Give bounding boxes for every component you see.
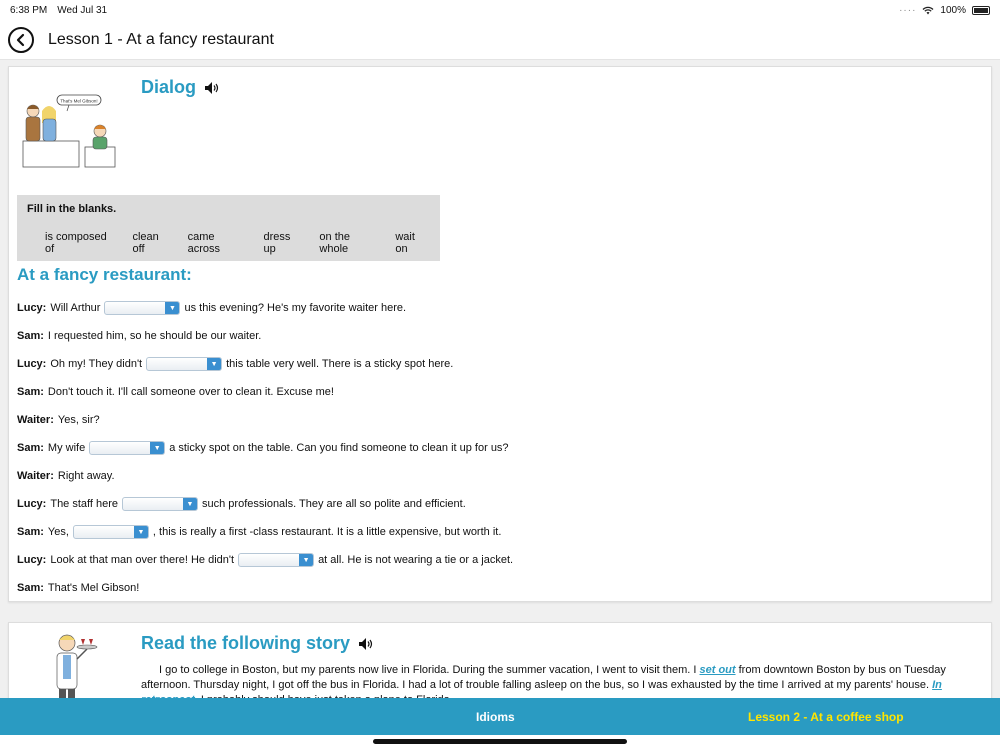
speaker-name: Lucy:	[17, 358, 47, 370]
idiom-link-in-retrospect[interactable]: In	[932, 679, 942, 691]
dialog-line	[17, 462, 977, 490]
speaker-name: Lucy:	[17, 302, 47, 314]
line-text: Don't touch it. I'll call someone over to clean it. Excuse me!	[47, 386, 334, 398]
word-bank-item: wait on	[395, 231, 415, 255]
word-bank-item: is composed of	[45, 231, 107, 255]
battery-icon	[972, 6, 990, 15]
speech-bubble-text: That's Mel Gibson!	[60, 98, 98, 104]
dialog-line	[17, 546, 977, 574]
story-text-1: I go to college in Boston, but my parents now live in Florida. During the summer vacation, I went to visit them. I	[159, 664, 697, 676]
line-text-before: Will Arthur	[50, 302, 101, 314]
word-bank-item: clean off	[132, 231, 159, 255]
line-text-after: at all. He is not wearing a tie or a jacket.	[318, 554, 514, 566]
dialog-line	[17, 574, 977, 602]
dialog-story-title: At a fancy restaurant:	[17, 265, 192, 284]
bottom-toolbar	[0, 698, 1000, 735]
idioms-button[interactable]: Idioms	[476, 709, 515, 724]
word-bank	[27, 231, 430, 255]
speaker-icon[interactable]	[204, 81, 220, 95]
next-lesson-button[interactable]: Lesson 2 - At a coffee shop	[748, 709, 904, 724]
speaker-name: Sam:	[17, 526, 44, 538]
status-bar	[0, 0, 1000, 20]
page-title: Lesson 1 - At a fancy restaurant	[48, 30, 274, 48]
blank-select[interactable]	[73, 525, 149, 539]
dropdown-arrow-icon: ▼	[134, 526, 148, 538]
story-section-title: Read the following story	[141, 633, 351, 653]
dropdown-arrow-icon: ▼	[207, 358, 221, 370]
speaker-name: Sam:	[17, 330, 44, 342]
line-text: Right away.	[57, 470, 115, 482]
blank-select[interactable]	[146, 357, 222, 371]
wifi-icon	[922, 6, 934, 15]
line-text-before: My wife	[47, 442, 86, 454]
speaker-name: Waiter:	[17, 470, 54, 482]
dialog-line	[17, 518, 977, 546]
dropdown-arrow-icon: ▼	[165, 302, 179, 314]
lesson-content[interactable]	[0, 60, 1000, 698]
dropdown-arrow-icon: ▼	[150, 442, 164, 454]
line-text: I requested him, so he should be our waiter.	[47, 330, 262, 342]
status-date: Wed Jul 31	[57, 4, 108, 16]
dropdown-arrow-icon: ▼	[183, 498, 197, 510]
blank-select[interactable]	[122, 497, 198, 511]
dialog-title: Dialog	[141, 77, 197, 97]
line-text-before: Oh my! They didn't	[50, 358, 143, 370]
nav-bar	[0, 20, 1000, 60]
dialog-line	[17, 350, 977, 378]
speaker-name: Sam:	[17, 442, 44, 454]
dialog-line	[17, 434, 977, 462]
dialog-line	[17, 406, 977, 434]
dropdown-arrow-icon: ▼	[299, 554, 313, 566]
dialog-card	[8, 66, 992, 602]
status-time: 6:38 PM	[10, 4, 48, 16]
dialog-header	[141, 77, 220, 98]
line-text-after: us this evening? He's my favorite waiter here.	[184, 302, 407, 314]
blank-select[interactable]	[238, 553, 314, 567]
word-bank-item: on the whole	[319, 231, 350, 255]
line-text-after: a sticky spot on the table. Can you find someone to clean it up for us?	[169, 442, 509, 454]
dialog-line	[17, 294, 977, 322]
story-header	[141, 633, 374, 654]
line-text-before: Yes,	[47, 526, 69, 538]
line-text-after: this table very well. There is a sticky spot here.	[226, 358, 454, 370]
story-text-2: from downtown Boston by bus on Tuesday afternoon. Thursday night, I got off the bus in Florida. I had a lot of trouble falling asleep on the bus, so I was exhausted by the time I arrived at my parents' house.	[141, 664, 946, 691]
line-text: Yes, sir?	[57, 414, 100, 426]
home-indicator[interactable]	[373, 739, 627, 744]
speaker-name: Lucy:	[17, 554, 47, 566]
back-button[interactable]	[8, 27, 34, 53]
speaker-name: Lucy:	[17, 498, 47, 510]
home-indicator-area	[0, 735, 1000, 750]
speaker-icon[interactable]	[358, 637, 374, 651]
dialog-line	[17, 490, 977, 518]
dialog-line	[17, 378, 977, 406]
word-bank-item: dress up	[263, 231, 291, 255]
speaker-name: Sam:	[17, 582, 44, 594]
restaurant-illustration	[19, 89, 129, 171]
speaker-name: Sam:	[17, 386, 44, 398]
blank-select[interactable]	[89, 441, 165, 455]
line-text: That's Mel Gibson!	[47, 582, 140, 594]
battery-percent: 100%	[940, 4, 966, 16]
word-bank-item: came across	[187, 231, 220, 255]
line-text-before: Look at that man over there! He didn't	[50, 554, 235, 566]
speaker-name: Waiter:	[17, 414, 54, 426]
line-text-after: , this is really a first -class restaurant. It is a little expensive, but worth it.	[152, 526, 502, 538]
idiom-link-set-out[interactable]: set out	[699, 664, 736, 676]
line-text-before: The staff here	[50, 498, 119, 510]
word-bank-box	[17, 195, 440, 261]
line-text-after: such professionals. They are all so polite and efficient.	[202, 498, 466, 510]
fill-in-title: Fill in the blanks.	[27, 203, 117, 215]
chevron-left-icon	[15, 34, 27, 46]
multitasking-dots-icon: ····	[899, 4, 917, 16]
dialog-line	[17, 322, 977, 350]
blank-select[interactable]	[104, 301, 180, 315]
dialog-lines	[17, 294, 977, 602]
